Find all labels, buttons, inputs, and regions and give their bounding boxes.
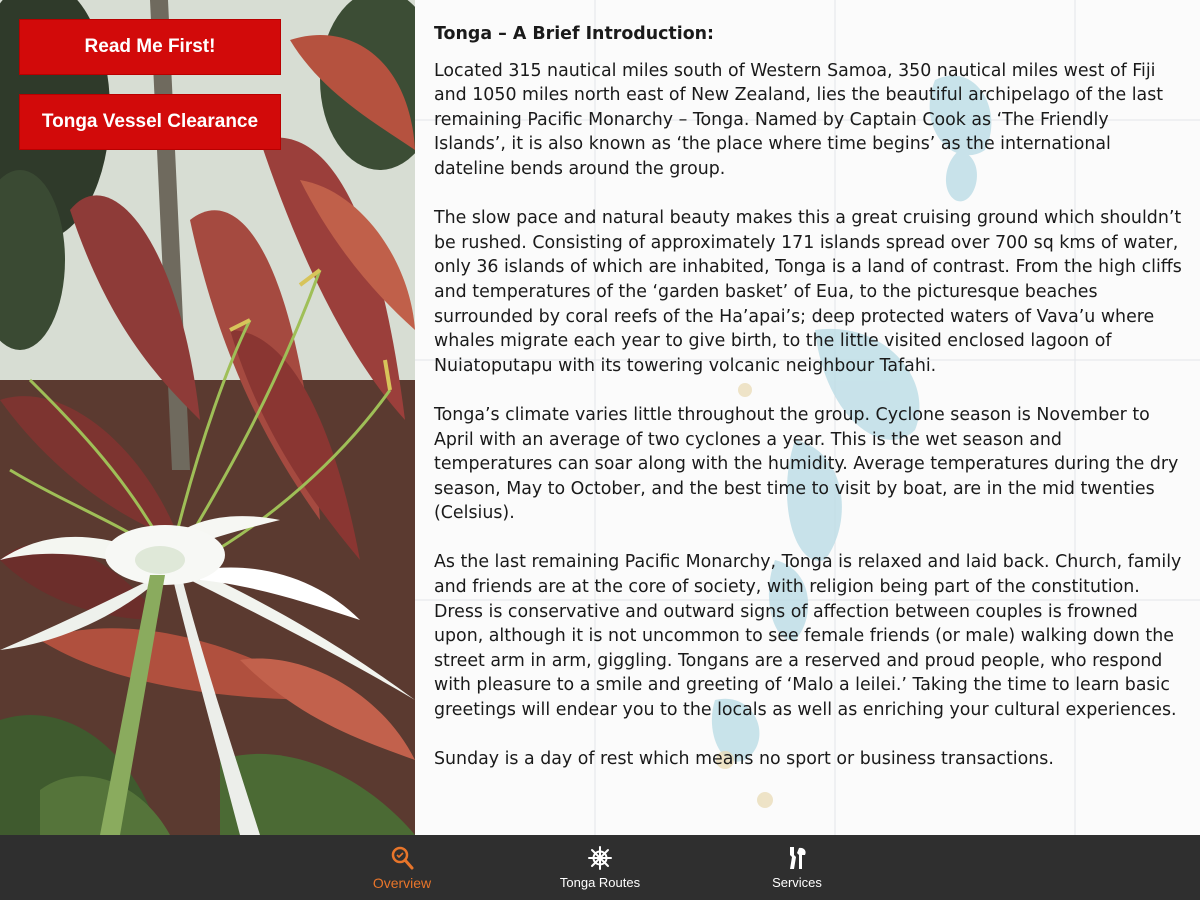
article-body	[415, 0, 1200, 772]
article-paragraph-4: As the last remaining Pacific Monarchy, Tonga is relaxed and laid back. Church, family and friends are at the core of society, with religion being part of the constitution. Dress is conservative and outward signs of affection between couples is frowned upon, although it is not uncommon to see female friends (or male) walking down the street arm in arm, giggling. Tongans are a reserved and proud people, who respond with pleasure to a smile and greeting of ‘Malo a leilei.’ Taking the time to learn basic greetings will endear you to the locals as well as enriching your cultural experiences.	[434, 552, 1182, 721]
ship-wheel-icon	[587, 845, 613, 871]
article-paragraph-5: Sunday is a day of rest which means no sport or business transactions.	[434, 749, 1054, 770]
tab-tonga-routes[interactable]	[535, 835, 665, 900]
tab-overview-label: Overview	[372, 874, 432, 891]
article-paragraph-3: Tonga’s climate varies little throughout the group. Cyclone season is November to April with an average of two cyclones a year. This is the wet season and temperatures can soar along with the humidity. Average temperatures during the dry season, May to October, and the best time to visit by boat, are in the mid twenties (Celsius).	[434, 404, 1179, 524]
article-paragraph-1: Located 315 nautical miles south of Western Samoa, 350 nautical miles west of Fiji and 1050 miles north east of New Zealand, lies the beautiful archipelago of the last remaining Pacific Monarchy – Tonga. Named by Captain Cook as ‘The Friendly Islands’, it is also known as ‘the place where time begins’ as the international dateline bends around the group.	[434, 60, 1164, 179]
magnifier-icon	[389, 845, 415, 871]
article-panel[interactable]	[415, 0, 1200, 835]
hero-photo	[0, 0, 415, 835]
tools-icon	[784, 845, 810, 871]
tonga-vessel-clearance-button[interactable]	[19, 94, 281, 150]
tonga-vessel-clearance-label: Tonga Vessel Clearance	[41, 111, 259, 132]
read-me-first-label: Read Me First!	[84, 36, 216, 57]
tab-tonga-routes-label: Tonga Routes	[559, 875, 641, 890]
article-title: Tonga – A Brief Introduction:	[434, 24, 714, 44]
tab-services-label: Services	[772, 875, 822, 890]
tab-overview[interactable]	[337, 835, 467, 900]
tab-services[interactable]	[732, 835, 862, 900]
read-me-first-button[interactable]	[19, 19, 281, 75]
bottom-nav-bar	[0, 835, 1200, 900]
article-paragraph-2: The slow pace and natural beauty makes this a great cruising ground which shouldn’t be rushed. Consisting of approximately 171 islands spread over 700 sq kms of water, only 36 islands of which are inhabited, Tonga is a land of contrast. From the high cliffs and temperatures of the ‘garden basket’ of Eua, to the picturesque beaches surrounded by coral reefs of the Ha’apai’s; deep protected waters of Vava’u where whales migrate each year to give birth, to the little visited enclosed lagoon of Nuiatoputapu with its towering volcanic neighbour Tafahi.	[434, 208, 1182, 376]
